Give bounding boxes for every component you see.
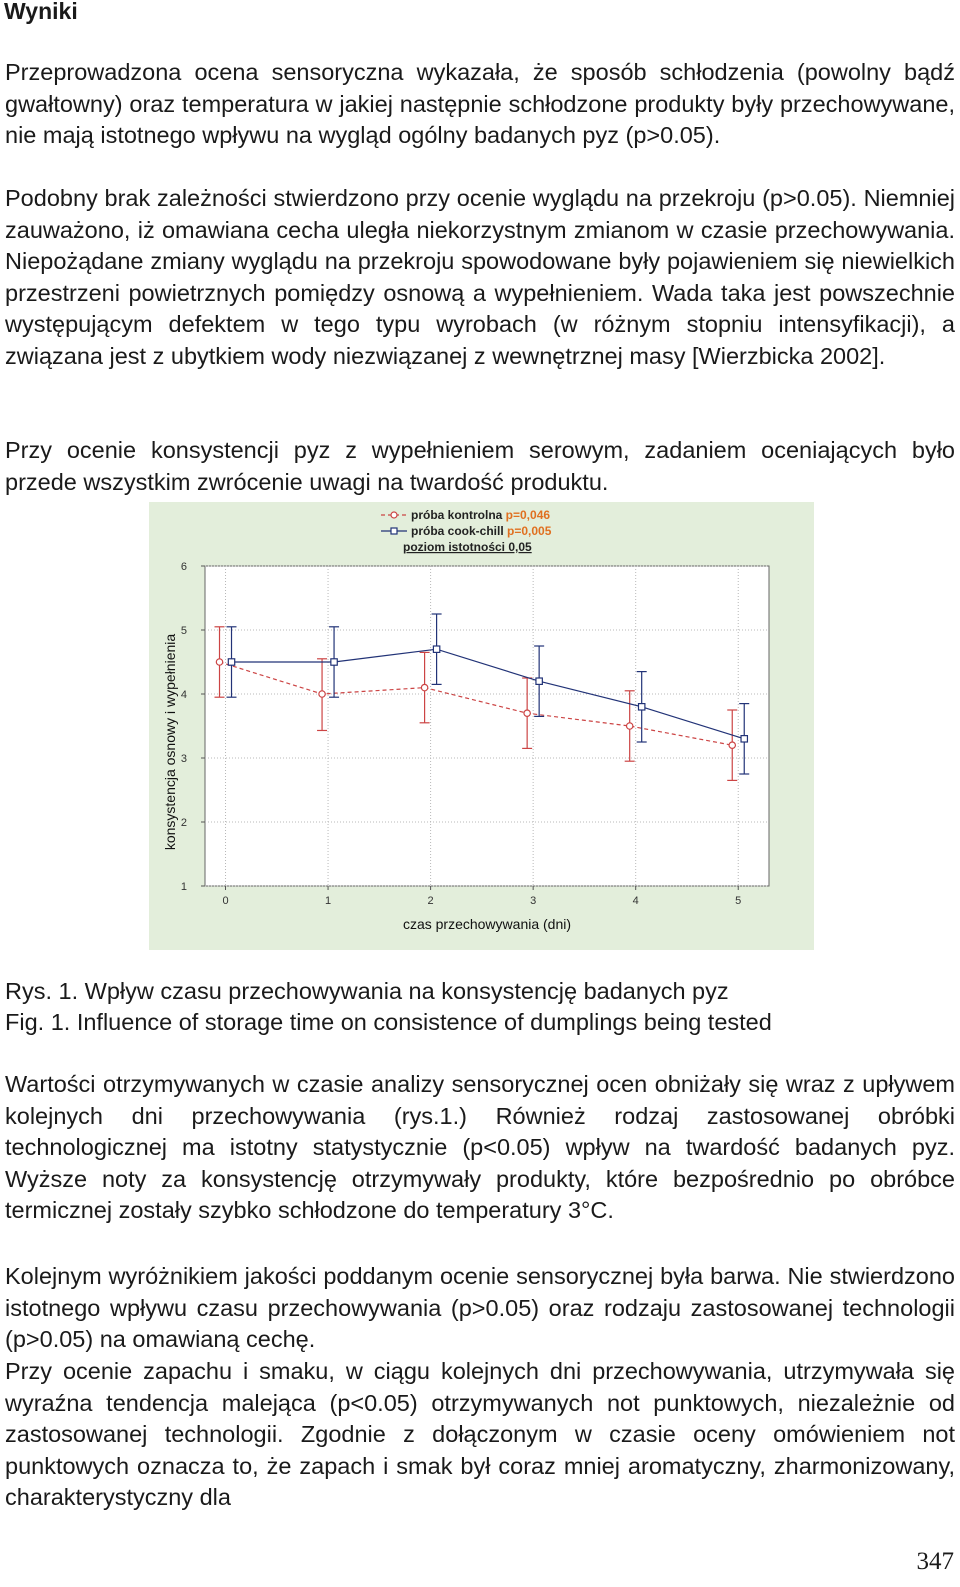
data-point: [216, 659, 222, 665]
data-point: [626, 723, 632, 729]
x-tick-label: 2: [427, 895, 434, 907]
legend-p-value: p=0,005: [507, 524, 552, 538]
legend-series-name: próba kontrolna: [411, 508, 506, 522]
paragraph-1: Przeprowadzona ocena sensoryczna wykazała, że sposób schłodzenia (powolny bądź gwałtowny) oraz temperatura w jakiej następnie schłodzone produkty były przechowywane, nie mają istotnego wpływu na wygląd ogólny badanych pyz (p>0.05).: [5, 59, 955, 149]
data-point: [729, 742, 735, 748]
paragraph-5: Kolejnym wyróżnikiem jakości poddanym ocenie sensorycznej była barwa. Nie stwierdzono istotnego wpływu czasu przechowywania (p>0.05) oraz rodzaju zastosowanej technologii (p>0.05) na omawianą cechę.: [5, 1263, 955, 1353]
paragraph-3: Przy ocenie konsystencji pyz z wypełnieniem serowym, zadaniem oceniających było przede wszystkim zwrócenie uwagi na twardość produktu.: [5, 437, 955, 495]
data-point: [319, 691, 325, 697]
x-axis-label: czas przechowywania (dni): [402, 916, 572, 932]
legend-series-name: próba cook-chill: [411, 524, 508, 538]
y-tick-label: 4: [180, 689, 187, 701]
paragraph-6: Przy ocenie zapachu i smaku, w ciągu kolejnych dni przechowywania, utrzymywała się wyraźna tendencja malejąca (p<0.05) otrzymywanych not punktowych, niezależnie od zastosowanej technologii. Zgodnie z dołączonym w czasie oceny omówieniem not punktowych oznacza to, że zapach i smak był coraz mniej aromatyczny, zharmonizowany, charakterystyczny dla: [5, 1358, 955, 1511]
figure-caption-en: Fig. 1. Influence of storage time on consistence of dumplings being tested: [5, 1009, 772, 1035]
y-tick-label: 1: [180, 881, 187, 893]
paragraph-2: Podobny brak zależności stwierdzono przy ocenie wyglądu na przekroju (p>0.05). Niemniej zauważono, iż omawiana cecha uległa niekorzystnym zmianom w czasie przechowywania. Niepożądane zmiany wyglądu na przekroju spowodowane były pojawieniem się niewielkich przestrzeni powietrznych pomiędzy osnową a wypełnieniem. Wada taka jest powszechnie występującym defektem w tego typu wyrobach (w różnym stopniu intensyfikacji), a związana jest z ubytkiem wody niezwiązanej z wewnętrznej masy [Wierzbicka 2002].: [5, 185, 955, 369]
legend-entry: [411, 508, 550, 522]
y-tick-label: 5: [180, 625, 187, 637]
x-tick-label: 0: [222, 895, 229, 907]
legend-marker: [391, 528, 397, 534]
data-point: [536, 678, 542, 684]
y-axis-label: konsystencja osnowy i wypełnienia: [162, 633, 178, 851]
data-point: [228, 659, 234, 665]
legend-p-value: p=0,046: [505, 508, 551, 522]
section-heading: Wyniki: [4, 0, 78, 24]
consistency-chart: [149, 502, 814, 950]
data-point: [331, 659, 337, 665]
y-tick-label: 3: [180, 753, 187, 765]
figure-chart: [149, 502, 814, 950]
y-tick-label: 6: [180, 561, 187, 573]
legend-marker: [391, 512, 397, 518]
figure-caption-pl: Rys. 1. Wpływ czasu przechowywania na konsystencję badanych pyz: [5, 978, 729, 1004]
page-number: 347: [916, 1548, 954, 1575]
data-point: [433, 646, 439, 652]
x-tick-label: 1: [324, 895, 332, 907]
x-tick-label: 3: [530, 895, 537, 907]
legend-entry: [411, 524, 552, 538]
data-point: [421, 684, 427, 690]
y-tick-label: 2: [180, 817, 187, 829]
data-point: [524, 710, 530, 716]
data-point: [741, 736, 747, 742]
legend-significance-note: poziom istotności 0,05: [403, 540, 532, 554]
x-tick-label: 5: [735, 895, 742, 907]
paragraph-4: Wartości otrzymywanych w czasie analizy sensorycznej ocen obniżały się wraz z upływem kolejnych dni przechowywania (rys.1.) Również rodzaj zastosowanej obróbki technologicznej ma istotny statystycznie (p<0.05) wpływ na twardość badanych pyz. Wyższe noty za konsystencję otrzymywały produkty, które bezpośrednio po obróbce termicznej zostały szybko schłodzone do temperatury 3°C.: [5, 1071, 955, 1224]
data-point: [638, 704, 644, 710]
plot-area: [205, 566, 769, 886]
x-tick-label: 4: [632, 895, 639, 907]
